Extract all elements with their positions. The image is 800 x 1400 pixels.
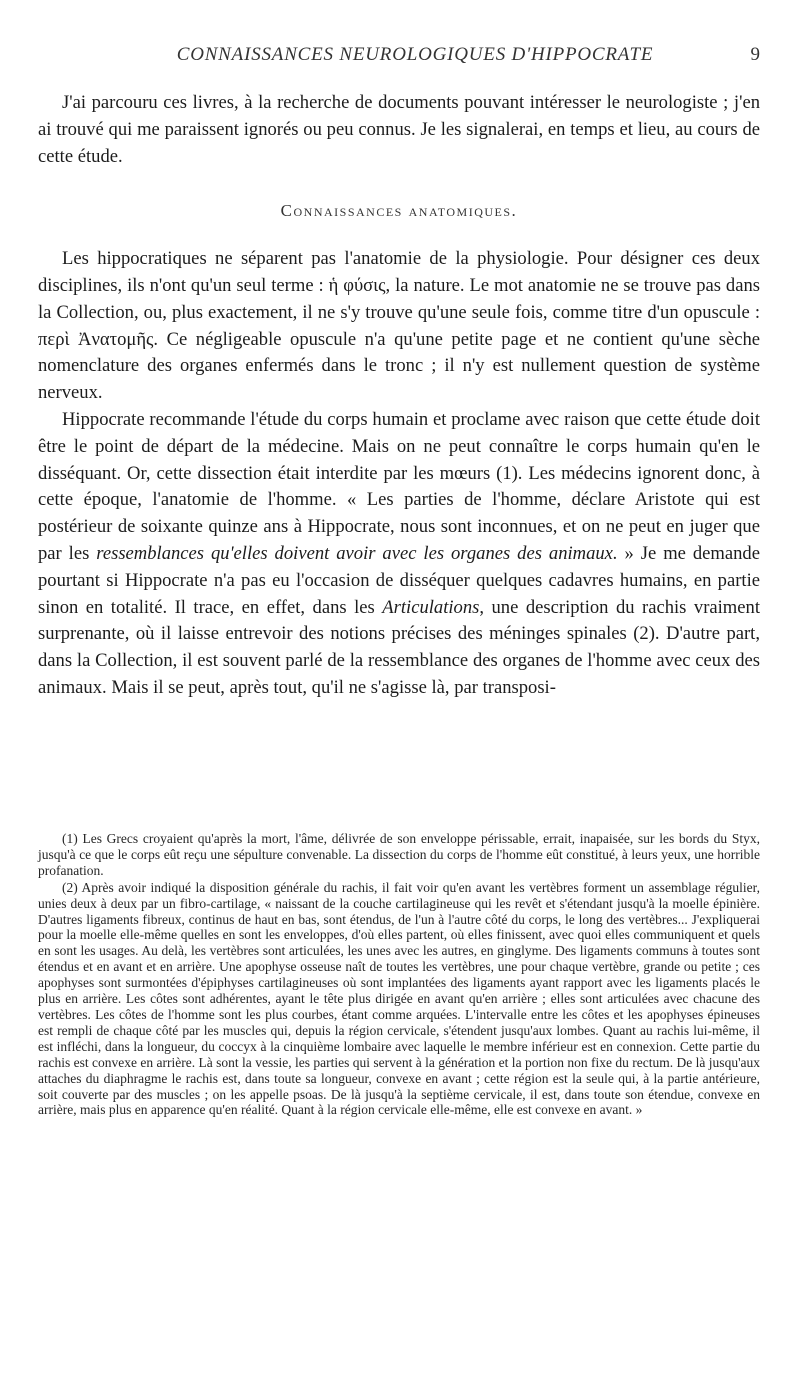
page-header <box>40 44 760 74</box>
main-text <box>38 90 760 702</box>
paragraph-text: Hippocrate recommande l'étude du corps humain et proclame avec raison que cette étude doit être le point de départ de la médecine. Mais on ne peut connaître le corps humain qu'en le disséquant. Or, cette dissection était interdite par les mœurs (1). Les médecins ignorent donc, à cette époque, l'anatomie de l'homme. « Les parties de l'homme, déclare Aristote qui est postérieur de soixante quinze ans à Hippocrate, nous sont inconnues, et on ne peut en juger que par les <box>38 408 760 564</box>
paragraph-hippocrate-dissection <box>38 407 760 702</box>
running-title: CONNAISSANCES NEUROLOGIQUES D'HIPPOCRATE <box>176 44 654 65</box>
paragraph-text: , une description du rachis vraiment surprenante, où il laisse entrevoir des notions précises des méninges spinales (2). D'autre part, dans la Collection, il est souvent parlé de la ressemblance des organes de l'homme avec ceux des animaux. Mais il se peut, après tout, qu'il ne s'agisse là, par transposi- <box>38 596 760 698</box>
paragraph-anatomy-physiology: Les hippocratiques ne séparent pas l'anatomie de la physiologie. Pour désigner ces deux disciplines, ils n'ont qu'un seul terme : ἡ φύσις, la nature. Le mot anatomie ne se trouve pas dans la Collection, ou, plus exactement, il ne s'y trouve qu'une seule fois, comme titre d'un opuscule : περὶ Ἀνατομῆς. Ce négligeable opuscule n'a qu'une petite page et ne contient qu'une sèche nomenclature des organes enfermés dans le tronc ; il n'y est nullement question de système nerveux. <box>38 248 760 404</box>
section-heading: Connaissances anatomiques. <box>280 201 518 221</box>
intro-paragraph: J'ai parcouru ces livres, à la recherche de documents pouvant intéresser le neurologiste ; j'en ai trouvé qui me paraissent ignorés ou peu connus. Je les signalerai, en temps et lieu, au cours de cette étude. <box>38 92 760 167</box>
page-number: 9 <box>750 44 760 65</box>
italic-title-articulations: Articulations <box>382 596 480 618</box>
footnotes <box>38 831 760 1119</box>
paragraph-text: » Je me demande pourtant si Hippocrate n'a pas eu l'occasion de disséquer quelques cadavres humains, en partie sinon en totalité. Il trace, en effet, dans les <box>38 542 760 618</box>
footnote-1: (1) Les Grecs croyaient qu'après la mort, l'âme, délivrée de son enveloppe périssable, errait, inapaisée, sur les bords du Styx, jusqu'à ce que le corps eût reçu une sépulture convenable. La dissection du corps de l'homme eût constitué, à leurs yeux, une horrible profanation. <box>38 831 760 878</box>
italic-quote: ressemblances qu'elles doivent avoir avec les organes des animaux. <box>96 542 618 564</box>
footnote-2: (2) Après avoir indiqué la disposition générale du rachis, il fait voir qu'en avant les vertèbres forment un assemblage régulier, unies deux à deux par un fibro-cartilage, « naissant de la couche cartilagineuse qui les revêt et s'étendant jusqu'à la moelle épinière. D'autres ligaments fibreux, continus de haut en bas, sont étendus, de l'un à l'autre côté du corps, le long des vertèbres... J'expliquerai pour la moelle elle-même quelles en sont les enveloppes, d'où elles partent, où elles finissent, avec quoi elles communiquent et quels en sont les usages. Au delà, les vertèbres sont articulées, les unes avec les autres, en ginglyme. Des ligaments communs à toutes sont étendus et en avant et en arrière. Une apophyse osseuse naît de toutes les vertèbres, une pour chaque vertèbre, grande ou petite ; ces apophyses sont surmontées d'épiphyses cartilagineuses où sont implantées des ligaments ayant rapport avec les ligaments placés le plus en arrière. Les côtes sont adhérentes, ayant le tête plus dirigée en avant qu'en arrière ; elles sont articulées avec chacune des vertèbres. Les côtes de l'homme sont les plus courbes, étant comme arquées. L'intervalle entre les côtes et les apophyses épineuses est rempli de chaque côté par les muscles qui, depuis la région cervicale, s'étendent jusqu'aux lombes. Quant au rachis lui-même, il est infléchi, dans la longueur, du coccyx à la cinquième lombaire avec laquelle le membre inférieur est en connexion. Cette partie du rachis est convexe en arrière. Là sont la vessie, les parties qui servent à la génération et la portion non fixe du rectum. De là jusqu'aux attaches du diaphragme le rachis est, dans toute sa longueur, convexe en avant ; cette région est la seule qui, à la partie antérieure, soit couverte par des muscles ; on les appelle psoas. De là jusqu'à la septième cervicale, il est, dans toute son étendue, convexe en arrière, mais plus en apparence qu'en réalité. Quant à la région cervicale elle-même, elle est convexe en avant. » <box>38 879 760 1118</box>
